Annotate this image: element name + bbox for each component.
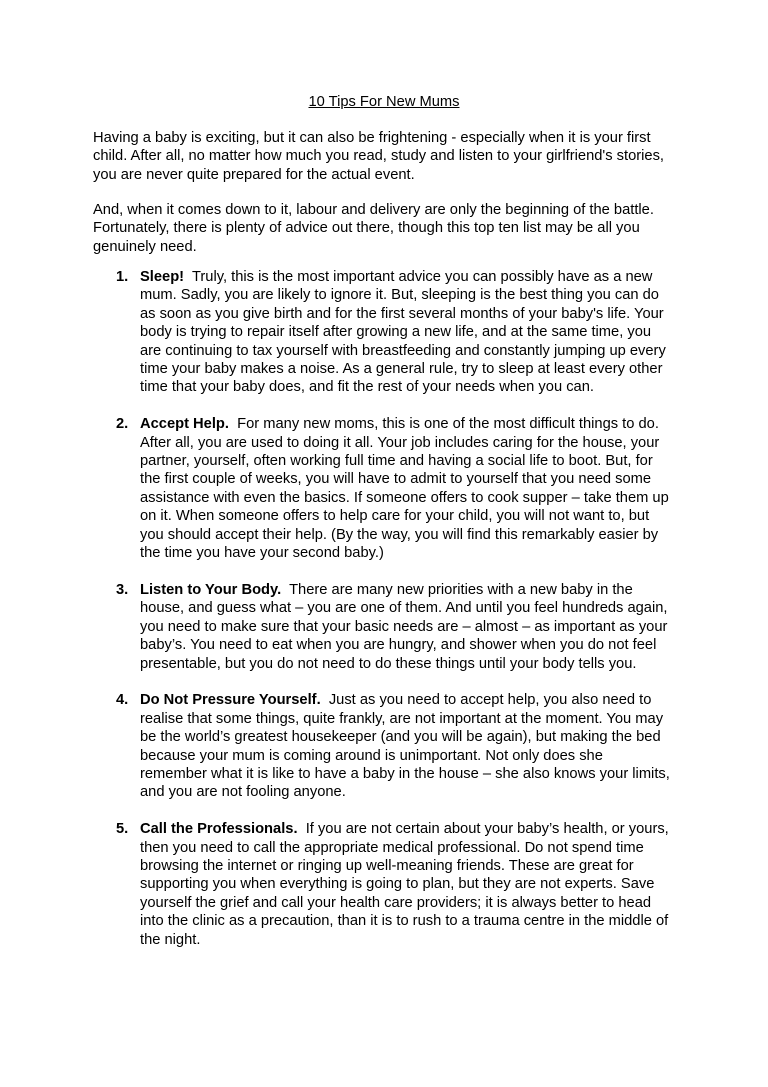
list-item-number: 2. (116, 416, 129, 433)
list-item-heading: Call the Professionals. (140, 821, 298, 838)
list-item (0, 691, 670, 801)
list-item-body: For many new moms, this is one of the most difficult things to do. After all, you are used to doing it all. Your job includes caring for the house, your partner, yourself, often working full time and having a social life to boot. But, for the first couple of weeks, you will have to admit to yourself that you need some assistance with even the basics. If someone offers to cook supper – take them up on it. When someone offers to help care for your child, you will not want to, but you should accept their help. (By the way, you will find this remarkably easier by the time you have your second baby.) (140, 416, 669, 562)
list-item-body: There are many new priorities with a new baby in the house, and guess what – you are one of them. And until you feel hundreds again, you need to make sure that your basic needs are – almost – as important as your baby’s. You need to eat when you are hungry, and shower when you do not feel presentable, but you do not need to do these things until your body tells you. (140, 581, 668, 672)
list-item-heading: Accept Help. (140, 416, 229, 433)
list-item-heading: Do Not Pressure Yourself. (140, 692, 321, 709)
list-item-body: Just as you need to accept help, you also need to realise that some things, quite frankly, are not important at the moment. You may be the world’s greatest housekeeper (and you will be again), but making the bed because your mum is coming around is unimportant. Not only does she remember what it is like to have a baby in the house – she also knows your limits, and you are not fooling anyone. (140, 692, 670, 801)
tips-list (0, 268, 768, 967)
list-item-number: 4. (116, 692, 129, 709)
list-item-number: 3. (116, 581, 129, 598)
list-item-heading: Listen to Your Body. (140, 581, 282, 598)
list-item (0, 581, 670, 673)
list-item-heading: Sleep! (140, 269, 185, 285)
page-title: 10 Tips For New Mums (308, 94, 460, 110)
list-item-number: 5. (116, 821, 129, 838)
list-item (0, 268, 670, 397)
list-item (0, 415, 670, 562)
list-item-body: Truly, this is the most important advice you can possibly have as a new mum. Sadly, you are likely to ignore it. But, sleeping is the best thing you can do as soon as you give birth and for the first several months of your baby's life. Your body is trying to repair itself after growing a new life, and at the same time, you are continuing to tax yourself with breastfeeding and constantly jumping up every time your baby makes a noise. As a general rule, try to sleep at least every other time that your baby does, and fit the rest of your needs when you can. (140, 269, 666, 396)
list-item (0, 820, 670, 949)
list-item-body: If you are not certain about your baby’s health, or yours, then you need to call the appropriate medical professional. Do not spend time browsing the internet or ringing up well-meaning friends. These are great for supporting you when everything is going to plan, but they are not experts. Save yourself the grief and call your health care providers; it is always better to head into the clinic as a precaution, than it is to rush to a trauma centre in the middle of the night. (140, 821, 669, 948)
intro-paragraph: And, when it comes down to it, labour and delivery are only the beginning of the battle. Fortunately, there is plenty of advice out there, though this top ten list may be all you genuinely need. (93, 202, 654, 255)
list-item-number: 1. (116, 269, 129, 285)
intro-paragraph: Having a baby is exciting, but it can also be frightening - especially when it is your first child. After all, no matter how much you read, study and listen to your girlfriend's stories, you are never quite prepared for the actual event. (93, 130, 664, 183)
